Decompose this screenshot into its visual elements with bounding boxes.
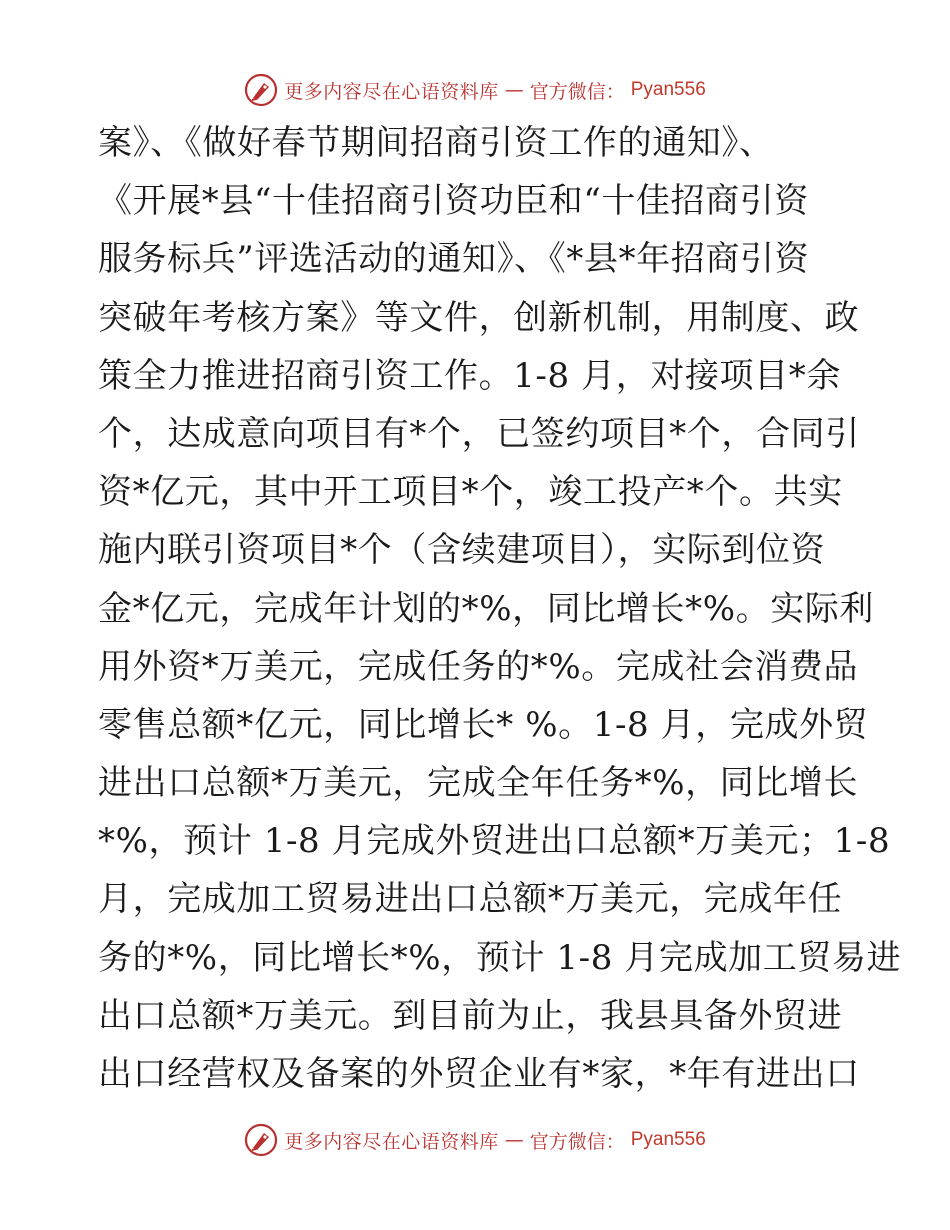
text-line: 《开展*县“十佳招商引资功臣和“十佳招商引资 (98, 181, 809, 222)
footer-watermark-banner (0, 1120, 950, 1160)
text-line: 出口经营权及备案的外贸企业有*家，*年有进出口 (98, 1054, 860, 1094)
text-line: 资*亿元，其中开工项目*个，竣工投产*个。共实 (98, 472, 843, 513)
text-line: 务的*%，同比增长*%，预计 1-8 月完成加工贸易进 (98, 937, 902, 978)
header-contact-label: 官方微信： (529, 80, 625, 103)
footer-brand-text: 更多内容尽在心语资料库 (284, 1130, 499, 1153)
text-line: 金*亿元，完成年计划的*%，同比增长*%。实际利 (98, 588, 875, 629)
header-watermark-banner (0, 70, 950, 110)
text-line: 个，达成意向项目有*个，已签约项目*个，合同引 (98, 413, 860, 454)
text-line: 突破年考核方案》等文件，创新机制，用制度、政 (98, 297, 860, 338)
text-line: 案》、《做好春节期间招商引资工作的通知》、 (98, 123, 774, 163)
header-contact-id: Pyan556 (630, 79, 706, 100)
text-line: 施内联引资项目*个（含续建项目），实际到位资 (98, 530, 826, 571)
text-line: 用外资*万美元，完成任务的*%。完成社会消费品 (98, 646, 859, 687)
text-line: 月，完成加工贸易进出口总额*万美元，完成年任 (98, 879, 843, 920)
header-separator: — (504, 79, 524, 101)
text-line: 出口总额*万美元。到目前为止，我县具备外贸进 (98, 995, 843, 1036)
text-line: 进出口总额*万美元，完成全年任务*%，同比增长 (98, 763, 859, 804)
footer-contact-id: Pyan556 (630, 1129, 706, 1150)
footer-contact-label: 官方微信： (529, 1130, 625, 1153)
pen-nib-logo-icon (244, 1123, 278, 1157)
text-line: *%，预计 1-8 月完成外贸进出口总额*万美元；1-8 (98, 821, 891, 862)
header-brand-text: 更多内容尽在心语资料库 (284, 80, 499, 103)
text-line: 策全力推进招商引资工作。1-8 月，对接项目*余 (98, 355, 841, 396)
pen-nib-logo-icon (244, 73, 278, 107)
document-body (98, 114, 902, 1103)
text-line: 零售总额*亿元，同比增长* %。1-8 月，完成外贸 (98, 704, 869, 745)
text-line: 服务标兵”评选活动的通知》、《*县*年招商引资 (98, 239, 810, 280)
footer-separator: — (504, 1129, 524, 1151)
